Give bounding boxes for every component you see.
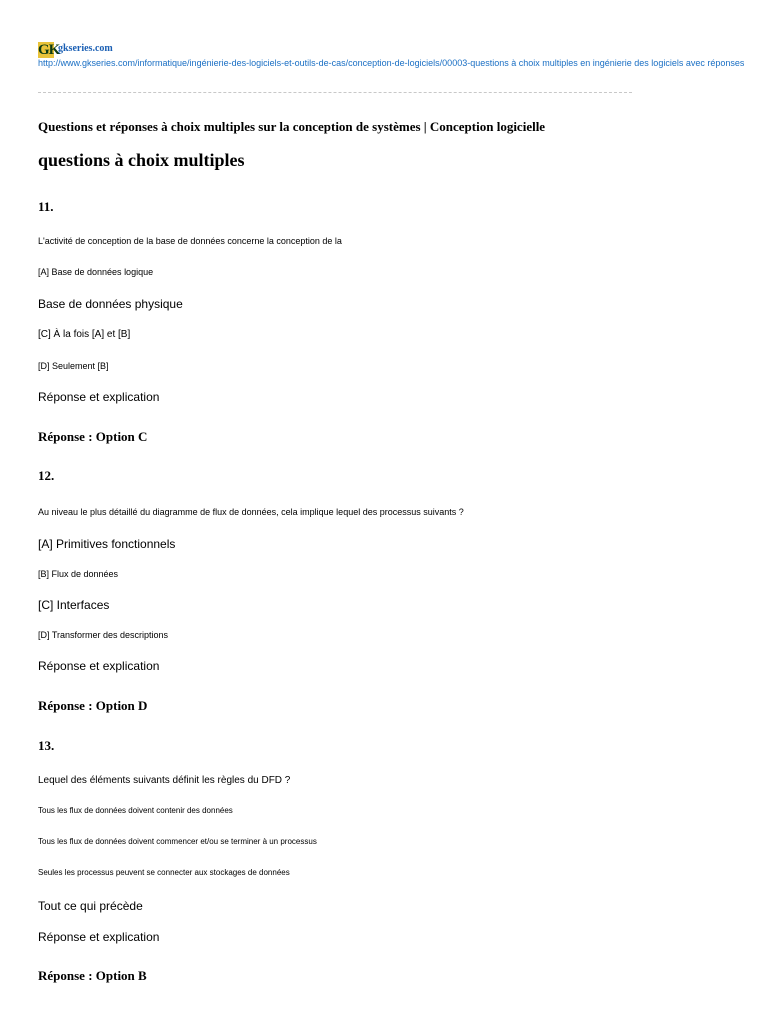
option-c[interactable]: [C] À la fois [A] et [B] [38, 329, 131, 340]
option-b[interactable]: Tous les flux de données doivent commencer et/ou se terminer à un processus [38, 837, 317, 846]
option-d[interactable]: [D] Seulement [B] [38, 361, 109, 371]
page-title: questions à choix multiples [38, 150, 245, 170]
answer-explanation-link[interactable]: Réponse et explication [38, 930, 160, 944]
option-a[interactable]: [A] Primitives fonctionnels [38, 537, 176, 551]
question-number: 11. [38, 199, 54, 214]
option-a[interactable]: [A] Base de données logique [38, 267, 154, 277]
header-divider [38, 92, 632, 93]
answer-text: Réponse : Option C [38, 429, 148, 444]
answer-text: Réponse : Option B [38, 968, 147, 983]
option-b[interactable]: [B] Flux de données [38, 569, 119, 579]
question-number: 12. [38, 468, 55, 483]
source-url-link[interactable]: http://www.gkseries.com/informatique/ingénierie-des-logiciels-et-outils-de-cas/conception-de-logiciels/00003-questions à choix multiples en ingénierie des logiciels avec réponses [38, 58, 745, 68]
gk-logo-icon: GK [38, 42, 60, 58]
option-d[interactable]: [D] Transformer des descriptions [38, 630, 169, 640]
option-c[interactable]: [C] Interfaces [38, 598, 110, 612]
question-number: 13. [38, 738, 55, 753]
answer-text: Réponse : Option D [38, 698, 148, 713]
question-text: Au niveau le plus détaillé du diagramme de flux de données, cela implique lequel des processus suivants ? [38, 507, 464, 517]
option-d[interactable]: Tout ce qui précède [38, 899, 143, 913]
question-text: L'activité de conception de la base de données concerne la conception de la [38, 236, 342, 246]
option-a[interactable]: Tous les flux de données doivent contenir des données [38, 806, 233, 815]
question-text: Lequel des éléments suivants définit les règles du DFD ? [38, 775, 291, 786]
site-name-link[interactable]: gkseries.com [58, 43, 113, 54]
option-b[interactable]: Base de données physique [38, 297, 183, 311]
page-subtitle: Questions et réponses à choix multiples sur la conception de systèmes | Conception logicielle [38, 119, 546, 134]
option-c[interactable]: Seules les processus peuvent se connecter aux stockages de données [38, 868, 290, 877]
answer-explanation-link[interactable]: Réponse et explication [38, 659, 160, 673]
answer-explanation-link[interactable]: Réponse et explication [38, 390, 160, 404]
